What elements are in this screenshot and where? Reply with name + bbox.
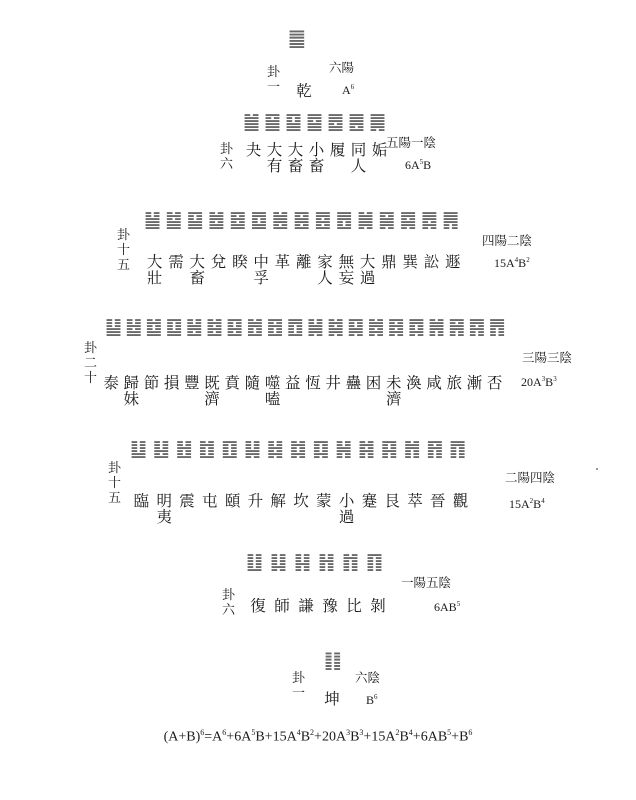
- hexagram-names: [101, 376, 505, 407]
- hexagram-symbol: ䷡: [144, 209, 162, 231]
- hexagram-name: 離: [295, 253, 312, 271]
- hexagram-symbol: ䷂: [198, 438, 216, 460]
- hexagram-name: 革: [274, 253, 291, 271]
- hexagram-name: 頤: [224, 492, 241, 510]
- hexagram-symbol: ䷐: [246, 316, 264, 338]
- hexagram-name: 兌: [210, 253, 227, 271]
- hexagram-symbol: ䷲: [175, 438, 193, 460]
- hexagram-name: 履: [329, 141, 346, 159]
- hexagram-name: 旅: [446, 374, 463, 392]
- hexagram-name: 節: [143, 374, 160, 392]
- hexagram-name: 豐: [184, 374, 200, 392]
- hexagram-name: 睽: [232, 253, 248, 271]
- hexagram-name: 復: [250, 597, 266, 615]
- hexagram-symbol: ䷤: [314, 209, 332, 231]
- hexagram-name: 乾: [296, 82, 312, 100]
- binomial-term: $B^6$: [366, 693, 378, 707]
- binomial-term: $20A^3B^3$: [521, 375, 557, 389]
- hexagram-count: 卦 十 五: [108, 461, 122, 506]
- hexagram-name: 升: [247, 492, 264, 510]
- hexagram-name: 夬: [245, 141, 262, 159]
- hexagram-symbol: ䷀: [288, 26, 306, 50]
- hexagram-name: 損: [163, 374, 180, 392]
- hexagram-symbol: ䷱: [378, 209, 396, 231]
- hexagram-name: 小 畜: [308, 141, 325, 175]
- hexagram-name: 同 人: [350, 141, 367, 175]
- hexagram-name: 坎: [293, 492, 309, 510]
- hexagram-symbol: ䷉: [327, 111, 345, 133]
- hexagram-symbol: ䷯: [327, 316, 345, 338]
- hexagram-symbol: ䷰: [271, 209, 289, 231]
- hexagram-count: 卦 十 五: [117, 228, 131, 273]
- tier-three-yang-three-yin: [0, 318, 636, 408]
- hexagram-name: 屯: [202, 492, 218, 510]
- hexagram-name: 需: [168, 253, 184, 271]
- hexagram-name: 泰: [103, 374, 119, 392]
- hexagram-symbol: ䷥: [229, 209, 247, 231]
- hexagram-symbol: ䷩: [286, 316, 304, 338]
- hexagram-name: 噬 嗑: [264, 374, 281, 408]
- hexagram-symbol: ䷨: [165, 316, 183, 338]
- hexagram-symbol: ䷟: [306, 316, 324, 338]
- hexagram-symbol: ䷠: [442, 209, 460, 231]
- hexagram-symbol: ䷽: [335, 438, 353, 460]
- hexagram-count: 卦 六: [222, 588, 236, 618]
- hexagram-name: 晉: [430, 492, 446, 510]
- hexagram-symbol: ䷒: [130, 438, 148, 460]
- hexagram-name: 隨: [244, 374, 261, 392]
- tier-four-yang-two-yin: [0, 211, 636, 301]
- tier-one-yang-five-yin: [0, 553, 636, 643]
- hexagram-symbol: ䷘: [335, 209, 353, 231]
- binomial-term: $15A^4B^2$: [494, 256, 530, 270]
- binomial-term: $6AB^5$: [434, 600, 461, 614]
- hexagram-count: 卦 一: [292, 671, 306, 701]
- binomial-term: $15A^2B^4$: [509, 497, 545, 511]
- hexagram-count: 卦 二 十: [84, 341, 98, 386]
- hexagram-name: 艮: [384, 492, 400, 510]
- hexagram-symbol: ䷈: [306, 111, 324, 133]
- hexagram-symbol: ䷜: [289, 438, 307, 460]
- hexagram-row: [130, 440, 472, 459]
- hexagram-row: [105, 318, 509, 337]
- hexagram-symbol: ䷴: [468, 316, 486, 338]
- binomial-term: $6A^5B$: [405, 158, 432, 172]
- hexagram-symbol: ䷬: [403, 438, 421, 460]
- hexagram-symbol: ䷭: [243, 438, 262, 460]
- hexagram-name: 漸: [466, 374, 483, 392]
- hexagram-count: 卦 一: [267, 65, 281, 95]
- hexagram-names: [322, 692, 342, 708]
- hexagram-symbol: ䷁: [324, 648, 342, 672]
- hexagram-name: 井: [325, 374, 341, 392]
- hexagram-row: [246, 553, 390, 572]
- hexagram-symbol: ䷧: [266, 438, 284, 460]
- hexagram-symbol: ䷇: [342, 551, 360, 573]
- hexagram-row: [288, 28, 308, 48]
- hexagram-row: [243, 113, 390, 132]
- hexagram-name: 無 妄: [338, 253, 355, 287]
- hexagram-name: 蠱: [345, 374, 362, 392]
- hexagram-symbol: ䷊: [105, 316, 123, 338]
- hexagram-symbol: ䷷: [448, 316, 466, 338]
- hexagram-names: [294, 84, 314, 100]
- hexagram-name: 大 有: [266, 141, 283, 175]
- tier-six-yang: [0, 28, 636, 118]
- hexagram-name: 明 夷: [156, 492, 172, 526]
- hexagram-symbol: ䷪: [243, 111, 261, 133]
- yin-yang-label: 一陽五陰: [401, 575, 452, 590]
- hexagram-name: 萃: [407, 492, 423, 510]
- hexagram-names: [130, 494, 472, 525]
- hexagram-name: 困: [365, 374, 382, 392]
- hexagram-name: 否: [486, 374, 503, 392]
- hexagram-symbol: ䷃: [312, 438, 330, 460]
- hexagram-name: 大 畜: [189, 253, 205, 287]
- hexagram-name: 巽: [402, 253, 418, 271]
- hexagram-name: 豫: [322, 597, 338, 615]
- yin-yang-label: 六陰: [355, 670, 381, 685]
- yin-yang-label: 六陽: [329, 60, 355, 75]
- hexagram-symbol: ䷕: [226, 316, 244, 338]
- hexagram-symbol: ䷼: [250, 209, 268, 231]
- hexagram-symbol: ䷌: [348, 111, 366, 133]
- hexagram-name: 謙: [298, 597, 314, 615]
- hexagram-symbol: ䷺: [407, 316, 425, 338]
- hexagram-name: 師: [274, 597, 290, 615]
- hexagram-symbol: ䷗: [246, 551, 264, 573]
- hexagram-symbol: ䷢: [426, 438, 444, 460]
- yin-yang-label: 三陽三陰: [522, 350, 573, 365]
- hexagram-name: 歸 妹: [123, 374, 140, 408]
- hexagram-symbol: ䷮: [367, 316, 385, 338]
- hexagram-symbol: ䷚: [221, 438, 239, 460]
- hexagram-name: 大 過: [359, 253, 376, 287]
- hexagram-name: 恆: [305, 374, 321, 392]
- hexagram-symbol: ䷫: [369, 111, 387, 133]
- hexagram-symbol: ䷳: [380, 438, 398, 460]
- hexagram-symbol: ䷙: [186, 209, 204, 231]
- hexagram-symbol: ䷝: [293, 209, 311, 231]
- hexagram-name: 姤: [371, 141, 388, 159]
- yin-yang-label: 四陽二陰: [482, 233, 533, 248]
- hexagram-names: [246, 599, 390, 615]
- hexagram-symbol: ䷹: [207, 209, 225, 231]
- hexagram-symbol: ䷆: [270, 551, 288, 573]
- hexagram-symbol: ䷞: [428, 316, 446, 338]
- hexagram-name: 蒙: [316, 492, 332, 510]
- hexagram-name: 坤: [324, 690, 340, 708]
- hexagram-symbol: ䷦: [357, 438, 376, 460]
- hexagram-symbol: ䷅: [420, 209, 438, 231]
- hexagram-name: 益: [285, 374, 301, 392]
- hexagram-name: 鼎: [381, 253, 397, 271]
- hexagram-name: 解: [270, 492, 286, 510]
- tier-six-yin: [0, 650, 636, 740]
- hexagram-symbol: ䷿: [387, 316, 405, 338]
- hexagram-name: 既 濟: [204, 374, 220, 408]
- tier-two-yang-four-yin: [0, 440, 636, 530]
- hexagram-name: 咸: [426, 374, 442, 392]
- hexagram-name: 中 孚: [253, 253, 269, 287]
- hexagram-symbol: ䷋: [488, 316, 506, 338]
- hexagram-name: 剝: [370, 597, 386, 615]
- hexagram-symbol: ䷸: [399, 209, 417, 231]
- hexagram-symbol: ䷵: [125, 316, 143, 338]
- hexagram-symbol: ䷏: [318, 551, 336, 573]
- hexagram-names: [243, 143, 390, 174]
- hexagram-name: 蹇: [361, 492, 378, 510]
- hexagram-name: 大 壯: [146, 253, 163, 287]
- binomial-term: $A^6$: [342, 83, 355, 97]
- hexagram-name: 家 人: [317, 253, 333, 287]
- hexagram-symbol: ䷓: [449, 438, 467, 460]
- hexagram-symbol: ䷣: [152, 438, 170, 460]
- hexagram-name: 臨: [133, 492, 150, 510]
- hexagram-name: 觀: [452, 492, 469, 510]
- hexagram-name: 訟: [423, 253, 440, 271]
- hexagram-name: 賁: [224, 374, 240, 392]
- hexagram-symbol: ䷙: [285, 111, 303, 133]
- yin-yang-label: 五陽一陰: [386, 135, 437, 150]
- stray-mark: [596, 468, 598, 470]
- hexagram-name: 震: [179, 492, 195, 510]
- hexagram-name: 渙: [406, 374, 422, 392]
- hexagram-name: 未 濟: [385, 374, 402, 408]
- hexagram-count: 卦 六: [220, 142, 234, 172]
- hexagram-name: 大 畜: [287, 141, 304, 175]
- hexagram-symbol: ䷖: [366, 551, 384, 573]
- hexagram-name: 比: [346, 597, 362, 615]
- hexagram-symbol: ䷍: [264, 111, 282, 133]
- hexagram-row: [324, 650, 344, 670]
- hexagram-symbol: ䷔: [266, 316, 284, 338]
- hexagram-symbol: ䷎: [294, 551, 312, 573]
- hexagram-symbol: ䷶: [185, 316, 203, 338]
- hexagram-symbol: ䷑: [347, 316, 365, 338]
- yin-yang-label: 二陽四陰: [505, 470, 556, 485]
- hexagram-names: [144, 255, 463, 286]
- hexagram-name: 遯: [445, 253, 461, 271]
- hexagram-row: [144, 211, 463, 230]
- hexagram-symbol: ䷻: [145, 316, 163, 338]
- hexagram-symbol: ䷄: [165, 209, 183, 231]
- tier-five-yang-one-yin: [0, 113, 636, 203]
- hexagram-name: 小 過: [338, 492, 355, 526]
- hexagram-symbol: ䷛: [356, 209, 375, 231]
- binomial-expansion-formula: $(A+B)^6=A^6+6A^5B+15A^4B^2+20A^3B^3+15A^2B^4+6AB^5+B^6$: [163, 728, 473, 745]
- hexagram-symbol: ䷾: [205, 316, 223, 338]
